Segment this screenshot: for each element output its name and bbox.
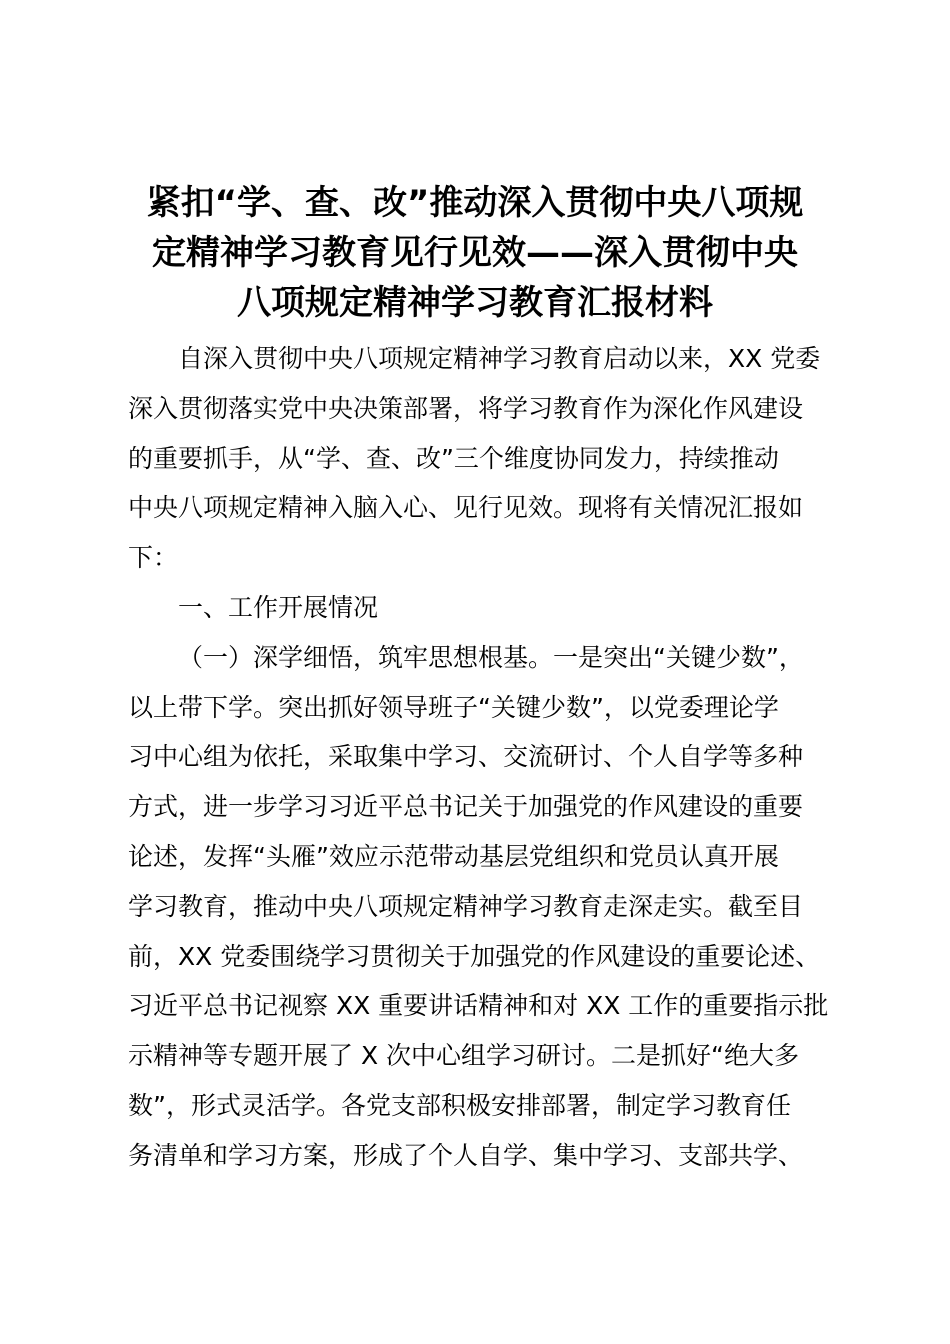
document-body — [128, 334, 828, 1181]
document-title — [118, 178, 832, 328]
paragraph-line: 自深入贯彻中央八项规定精神学习教育启动以来，XX 党委 — [178, 344, 821, 373]
title-line: 定精神学习教育见行见效——深入贯彻中央 — [152, 233, 798, 273]
paragraph-line: 方式，进一步学习习近平总书记关于加强党的作风建设的重要 — [128, 792, 804, 822]
paragraph-line: 示精神等专题开展了 X 次中心组学习研讨。二是抓好“绝大多 — [128, 1041, 799, 1071]
paragraph-line: 以上带下学。突出抓好领导班子“关键少数”，以党委理论学 — [128, 692, 779, 722]
paragraph-line: 的重要抓手，从“学、查、改”三个维度协同发力，持续推动 — [128, 443, 779, 473]
title-line: 紧扣“学、查、改”推动深入贯彻中央八项规 — [146, 183, 804, 223]
paragraph-line: （一）深学细悟，筑牢思想根基。一是突出“关键少数”， — [178, 642, 804, 672]
section-heading: 一、工作开展情况 — [178, 592, 379, 622]
paragraph-line: 论述，发挥“头雁”效应示范带动基层党组织和党员认真开展 — [128, 841, 779, 871]
paragraph-line: 前，XX 党委围绕学习贯彻关于加强党的作风建设的重要论述、 — [128, 941, 821, 971]
paragraph-line: 中央八项规定精神入脑入心、见行见效。现将有关情况汇报如 — [128, 493, 804, 523]
paragraph-line: 数”，形式灵活学。各党支部积极安排部署，制定学习教育任 — [128, 1090, 791, 1120]
paragraph-line: 务清单和学习方案，形成了个人自学、集中学习、支部共学、 — [128, 1140, 804, 1170]
title-line: 八项规定精神学习教育汇报材料 — [237, 283, 713, 323]
paragraph-line: 学习教育，推动中央八项规定精神学习教育走深走实。截至目 — [128, 891, 804, 921]
paragraph-line: 习中心组为依托，采取集中学习、交流研讨、个人自学等多种 — [128, 742, 804, 772]
paragraph-line: 深入贯彻落实党中央决策部署，将学习教育作为深化作风建设 — [128, 393, 804, 423]
paragraph-line: 习近平总书记视察 XX 重要讲话精神和对 XX 工作的重要指示批 — [128, 991, 829, 1021]
paragraph-line: 下： — [128, 543, 179, 573]
